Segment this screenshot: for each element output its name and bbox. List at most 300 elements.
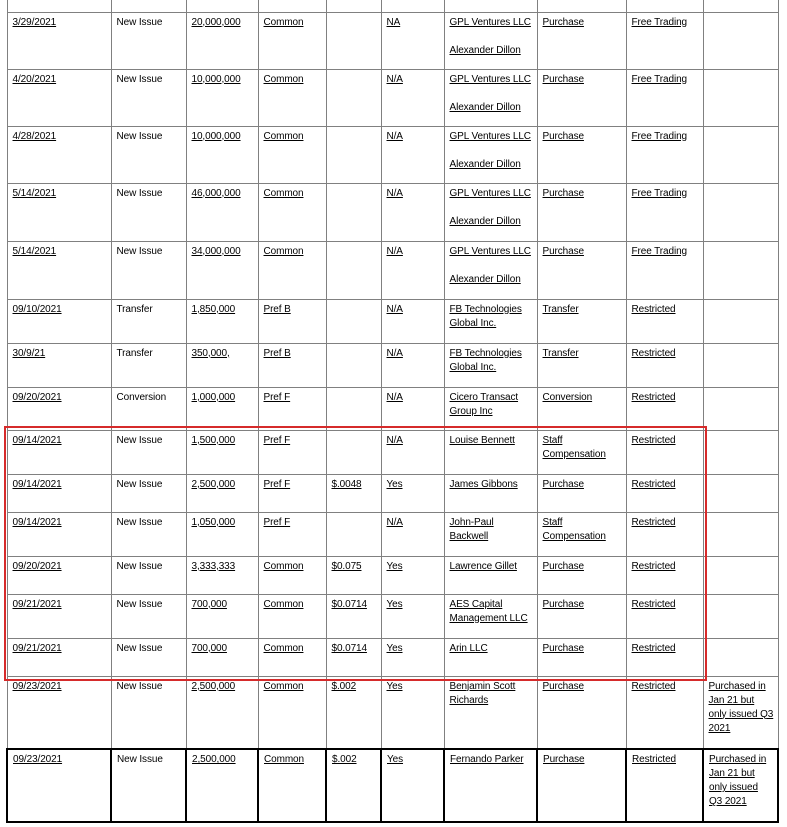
affiliate-cell [381,594,444,638]
holder-cell [444,512,537,556]
notes-cell [703,474,778,512]
quantity-text: 3,333,333 [191,560,236,572]
holder-cell [444,183,537,241]
holder-text: Cicero Transact Group Inc [449,391,519,417]
purpose-cell [537,343,626,387]
date-cell [7,241,111,299]
purpose-cell [537,299,626,343]
share_class-text: Common [263,680,304,692]
holder-text: Lawrence Gillet [449,560,517,572]
date-cell [7,430,111,474]
restriction-text: Restricted [631,434,676,446]
holder-cell [444,749,537,822]
restriction-cell [626,12,703,69]
share-class-cell [258,126,326,183]
quantity-cell [186,0,258,12]
notes-cell [703,69,778,126]
table-row [7,430,778,474]
purpose-text: Purchase [542,598,584,610]
quantity-text: 350,000, [191,347,230,359]
affiliate-cell [381,12,444,69]
share-class-cell [258,241,326,299]
transaction_type-text: New Issue [116,642,163,654]
date-text: 09/21/2021 [12,642,62,654]
share_class-text: Common [263,598,304,610]
transaction-table [6,0,779,823]
notes-text: Purchased in Jan 21 but only issued Q3 2021 [709,754,767,807]
affiliate-cell [381,430,444,474]
transaction_type-text: New Issue [116,73,163,85]
share_class-text: Pref F [263,391,291,403]
holder-text: John-Paul Backwell [449,516,494,542]
purpose-cell [537,12,626,69]
restriction-text: Restricted [631,347,676,359]
quantity-text: 1,850,000 [191,303,236,315]
table-row [7,512,778,556]
affiliate-text: Yes [386,560,403,572]
transaction-type-cell [111,343,186,387]
quantity-text: 46,000,000 [191,187,241,199]
purpose-cell [537,69,626,126]
quantity-cell [186,69,258,126]
notes-cell [703,12,778,69]
share_class-text: Common [263,560,304,572]
holder-cell [444,638,537,676]
share-class-cell [258,430,326,474]
notes-cell [703,594,778,638]
notes-cell [703,676,778,749]
quantity-text: 1,500,000 [191,434,236,446]
purpose-text: Staff Compensation [542,434,606,460]
purpose-cell [537,556,626,594]
holder-cell [444,387,537,430]
restriction-cell [626,387,703,430]
share_class-text: Common [263,16,304,28]
quantity-text: 10,000,000 [191,73,241,85]
notes-cell [703,299,778,343]
restriction-cell [626,676,703,749]
restriction-cell [626,241,703,299]
date-cell [7,183,111,241]
purpose-cell [537,183,626,241]
date-cell [7,676,111,749]
table-row [7,594,778,638]
holder-text: FB Technologies Global Inc. [449,303,522,329]
quantity-text: 1,050,000 [191,516,236,528]
transaction_type-text: New Issue [116,16,163,28]
holder-cell [444,241,537,299]
quantity-text: 2,500,000 [191,478,236,490]
share_class-text: Pref F [263,434,291,446]
restriction-text: Restricted [631,598,676,610]
purpose-text: Purchase [542,560,584,572]
affiliate-text: N/A [386,73,403,85]
price-cell [326,474,381,512]
quantity-text: 1,000,000 [191,391,236,403]
quantity-cell [186,241,258,299]
holder-cell [444,594,537,638]
affiliate-cell [381,183,444,241]
date-cell [7,749,111,822]
date-cell [7,343,111,387]
holder-text: FB Technologies Global Inc. [449,347,522,373]
restriction-cell [626,126,703,183]
notes-cell [703,430,778,474]
date-cell [7,387,111,430]
affiliate-cell [381,343,444,387]
table-row [7,241,778,299]
quantity-cell [186,343,258,387]
quantity-cell [186,749,258,822]
price-cell [326,749,381,822]
purpose-text: Purchase [542,680,584,692]
restriction-text: Free Trading [631,187,687,199]
share-class-cell [258,12,326,69]
date-cell [7,594,111,638]
restriction-cell [626,430,703,474]
holder-cell [444,299,537,343]
purpose-text: Purchase [542,16,584,28]
date-text: 09/14/2021 [12,516,62,528]
share-class-cell [258,512,326,556]
transaction_type-text: New Issue [116,245,163,257]
share_class-text: Pref B [263,303,291,315]
holder-paragraph: GPL Ventures LLC [449,187,531,199]
date-cell [7,12,111,69]
date-cell [7,69,111,126]
holder-paragraph: Alexander Dillon [449,44,521,56]
holder-paragraph: GPL Ventures LLC [449,16,531,28]
purpose-cell [537,126,626,183]
purpose-text: Transfer [542,303,579,315]
affiliate-text: N/A [386,391,403,403]
table-row [7,69,778,126]
holder-paragraph: GPL Ventures LLC [449,73,531,85]
restriction-text: Restricted [631,642,676,654]
purpose-text: Purchase [542,130,584,142]
purpose-cell [537,474,626,512]
quantity-cell [186,183,258,241]
transaction-type-cell [111,638,186,676]
transaction-type-cell [111,594,186,638]
price-cell [326,430,381,474]
transaction-type-cell [111,387,186,430]
notes-cell [703,638,778,676]
holder-paragraph: GPL Ventures LLC [449,130,531,142]
date-text: 09/21/2021 [12,598,62,610]
affiliate-text: Yes [386,680,403,692]
purpose-text: Conversion [542,391,593,403]
holder-cell [444,12,537,69]
restriction-cell [626,69,703,126]
restriction-cell [626,594,703,638]
share-class-cell [258,474,326,512]
table-row [7,12,778,69]
price-cell [326,12,381,69]
holder-cell [444,474,537,512]
date-text: 4/28/2021 [12,130,57,142]
holder-text: Benjamin Scott Richards [449,680,516,706]
affiliate-cell [381,676,444,749]
transaction_type-text: New Issue [116,516,163,528]
restriction-cell [626,512,703,556]
price-text: $.0048 [331,478,362,490]
holder-paragraph: Alexander Dillon [449,215,521,227]
holder-cell [444,430,537,474]
restriction-cell [626,299,703,343]
restriction-cell [626,749,703,822]
transaction-type-cell [111,676,186,749]
quantity-cell [186,126,258,183]
restriction-text: Restricted [632,754,677,765]
date-text: 4/20/2021 [12,73,57,85]
affiliate-cell [381,749,444,822]
holder-paragraph: GPL Ventures LLC [449,245,531,257]
affiliate-cell [381,299,444,343]
transaction_type-text: New Issue [116,187,163,199]
holder-cell [444,69,537,126]
transaction_type-text: New Issue [116,130,163,142]
restriction-text: Restricted [631,391,676,403]
transaction_type-text: New Issue [116,478,163,490]
table-row [7,299,778,343]
date-text: 09/10/2021 [12,303,62,315]
date-cell [7,0,111,12]
affiliate-text: Yes [386,642,403,654]
notes-cell [703,0,778,12]
affiliate-cell [381,241,444,299]
affiliate-text: N/A [386,130,403,142]
date-text: 09/23/2021 [12,680,62,692]
quantity-cell [186,430,258,474]
affiliate-text: NA [386,16,401,28]
date-cell [7,126,111,183]
holder-text: AES Capital Management LLC [449,598,528,624]
purpose-text: Purchase [542,73,584,85]
affiliate-text: N/A [386,187,403,199]
quantity-text: 10,000,000 [191,130,241,142]
share-class-cell [258,387,326,430]
price-text: $0.0714 [331,598,367,610]
holder-text: Fernando Parker [450,754,524,765]
share-class-cell [258,556,326,594]
date-text: 09/14/2021 [12,434,62,446]
notes-cell [703,512,778,556]
quantity-text: 20,000,000 [191,16,241,28]
affiliate-text: N/A [386,434,403,446]
affiliate-text: Yes [386,598,403,610]
share_class-text: Pref B [263,347,291,359]
price-cell [326,0,381,12]
quantity-text: 34,000,000 [191,245,241,257]
transaction-type-cell [111,430,186,474]
price-cell [326,241,381,299]
transaction-type-cell [111,183,186,241]
share_class-text: Common [263,642,304,654]
affiliate-cell [381,512,444,556]
purpose-cell [537,676,626,749]
quantity-cell [186,638,258,676]
transaction_type-text: New Issue [116,598,163,610]
affiliate-cell [381,387,444,430]
share-class-cell [258,183,326,241]
purpose-text: Staff Compensation [542,516,606,542]
affiliate-text: N/A [386,347,403,359]
price-cell [326,556,381,594]
date-text: 09/20/2021 [12,560,62,572]
table-row [7,556,778,594]
table-row [7,749,778,822]
price-text: $.002 [332,754,357,765]
share-class-cell [258,0,326,12]
quantity-cell [186,556,258,594]
purpose-cell [537,594,626,638]
quantity-text: 700,000 [191,642,227,654]
transaction-type-cell [111,299,186,343]
holder-text: James Gibbons [449,478,518,490]
quantity-text: 2,500,000 [192,754,236,765]
affiliate-text: N/A [386,245,403,257]
quantity-cell [186,474,258,512]
restriction-text: Free Trading [631,16,687,28]
date-text: 30/9/21 [12,347,46,359]
share_class-text: Common [263,130,304,142]
quantity-cell [186,512,258,556]
notes-text: Purchased in Jan 21 but only issued Q3 2021 [708,680,774,734]
restriction-cell [626,556,703,594]
purpose-cell [537,512,626,556]
transaction_type-text: New Issue [116,560,163,572]
date-text: 09/20/2021 [12,391,62,403]
date-text: 5/14/2021 [12,245,57,257]
quantity-cell [186,676,258,749]
table-row [7,387,778,430]
price-cell [326,69,381,126]
table-row [7,126,778,183]
holder-text: Louise Bennett [449,434,515,446]
date-cell [7,512,111,556]
price-cell [326,126,381,183]
quantity-cell [186,387,258,430]
restriction-text: Free Trading [631,130,687,142]
affiliate-text: Yes [387,754,404,765]
table-row [7,638,778,676]
purpose-text: Purchase [542,245,584,257]
share-class-cell [258,638,326,676]
restriction-text: Restricted [631,303,676,315]
transaction-type-cell [111,512,186,556]
purpose-cell [537,749,626,822]
share-class-cell [258,749,326,822]
quantity-text: 700,000 [191,598,227,610]
purpose-cell [537,0,626,12]
share_class-text: Pref F [263,478,291,490]
restriction-cell [626,474,703,512]
table-row [7,343,778,387]
share-class-cell [258,299,326,343]
affiliate-text: N/A [386,303,403,315]
restriction-cell [626,183,703,241]
transaction-type-cell [111,126,186,183]
affiliate-cell [381,556,444,594]
purpose-cell [537,638,626,676]
notes-cell [703,556,778,594]
restriction-text: Restricted [631,680,676,692]
notes-cell [703,387,778,430]
transaction_type-text: Transfer [116,347,153,359]
purpose-text: Transfer [542,347,579,359]
price-text: $0.075 [331,560,362,572]
holder-paragraph: Alexander Dillon [449,273,521,285]
price-cell [326,676,381,749]
table-row [7,474,778,512]
quantity-cell [186,299,258,343]
holder-cell [444,343,537,387]
restriction-cell [626,638,703,676]
restriction-text: Restricted [631,516,676,528]
affiliate-cell [381,69,444,126]
holder-text: Arin LLC [449,642,488,654]
notes-cell [703,343,778,387]
date-text: 5/14/2021 [12,187,57,199]
price-text: $.002 [331,680,357,692]
holder-cell [444,126,537,183]
date-cell [7,474,111,512]
quantity-cell [186,12,258,69]
restriction-text: Free Trading [631,73,687,85]
transaction_type-text: New Issue [117,754,163,765]
restriction-text: Restricted [631,478,676,490]
price-text: $0.0714 [331,642,367,654]
share-class-cell [258,676,326,749]
affiliate-cell [381,638,444,676]
date-cell [7,299,111,343]
quantity-text: 2,500,000 [191,680,236,692]
purpose-cell [537,430,626,474]
affiliate-cell [381,126,444,183]
transaction-type-cell [111,474,186,512]
share_class-text: Common [263,73,304,85]
purpose-text: Purchase [542,642,584,654]
quantity-cell [186,594,258,638]
transaction-type-cell [111,0,186,12]
price-cell [326,594,381,638]
date-cell [7,556,111,594]
table-row [7,183,778,241]
affiliate-text: N/A [386,516,403,528]
transaction_type-text: New Issue [116,434,163,446]
date-text: 09/23/2021 [13,754,63,765]
transaction-type-cell [111,749,186,822]
purpose-text: Purchase [543,754,585,765]
date-text: 09/14/2021 [12,478,62,490]
purpose-cell [537,241,626,299]
affiliate-text: Yes [386,478,403,490]
price-cell [326,183,381,241]
affiliate-cell [381,474,444,512]
date-text: 3/29/2021 [12,16,57,28]
share_class-text: Common [264,754,304,765]
notes-cell [703,126,778,183]
transaction_type-text: New Issue [116,680,163,692]
holder-paragraph: Alexander Dillon [449,158,521,170]
date-cell [7,638,111,676]
share_class-text: Common [263,245,304,257]
affiliate-cell [381,0,444,12]
price-cell [326,343,381,387]
holder-cell [444,0,537,12]
notes-cell [703,183,778,241]
